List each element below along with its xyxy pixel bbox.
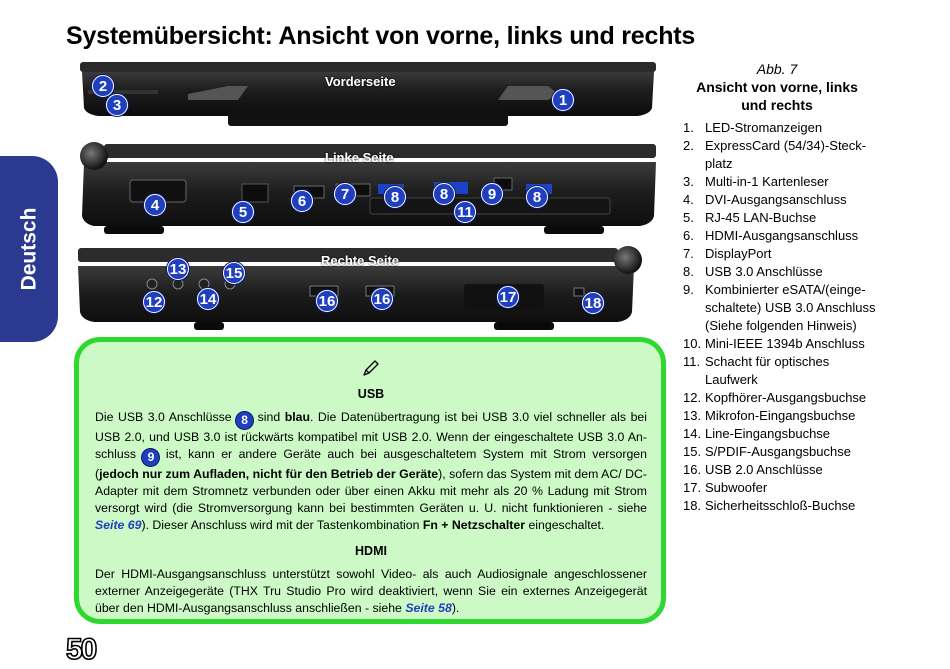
callout-badge: 6 — [291, 190, 313, 212]
figure-number: Abb. 7 — [756, 61, 798, 77]
port-legend-list — [683, 119, 883, 515]
note-box — [74, 337, 666, 624]
callout-badge: 16 — [371, 288, 393, 310]
list-item: 7. DisplayPort — [683, 246, 772, 261]
callout-badge: 4 — [144, 194, 166, 216]
callout-badge: 8 — [384, 186, 406, 208]
page-number: 50 — [66, 633, 96, 666]
callout-badge: 9 — [481, 183, 503, 205]
page-reference-link[interactable]: Seite 58 — [405, 601, 452, 615]
callout-badge: 3 — [106, 94, 128, 116]
callout-badge: 8 — [236, 412, 253, 429]
callout-badge: 5 — [232, 201, 254, 223]
callout-badge: 7 — [334, 183, 356, 205]
list-item: 6. HDMI-Ausgangsanschluss — [683, 228, 859, 243]
list-item: 2. ExpressCard (54/34)-Steck-platz — [683, 138, 867, 171]
callout-badge: 17 — [497, 286, 519, 308]
pen-icon — [95, 358, 647, 378]
usb-heading: USB — [357, 387, 385, 401]
language-tab[interactable] — [0, 156, 58, 342]
callout-badge: 1 — [552, 89, 574, 111]
callout-badge: 18 — [582, 292, 604, 314]
list-item: 8. USB 3.0 Anschlüsse — [683, 264, 823, 279]
callout-badge: 9 — [142, 449, 159, 466]
list-item: 16. USB 2.0 Anschlüsse — [683, 462, 823, 477]
list-item: 9. Kombinierter eSATA/(einge-schaltete) USB 3.0 Anschluss (Siehe folgenden Hinweis) — [683, 282, 876, 333]
usb-paragraph: Die USB 3.0 Anschlüsse 8 sind blau. Die Datenübertragung ist bei USB 3.0 viel schneller als bei USB 2.0, und USB 3.0 ist rückwärts kompatibel mit USB 2.0. Wenn der eingeschaltete USB 3.0 An-schluss 9 ist, kann er andere Geräte auch bei ausgeschaltetem System mit Strom versorgen (jedoch nur zum Aufladen, nicht für den Betrieb der Geräte), sofern das System mit dem AC/ DC-Adapter mit dem Stromnetz verbunden oder über einen Akku mit mehr als 20 % Ladung mit Strom versorgt wird (die Stromversorgung kann bei bestimmten Geräten u. U. nicht funktionieren - siehe Seite 69). Dieser Anschluss wird mit der Tastenkombination Fn + Netzschalter eingeschaltet. — [95, 410, 647, 532]
list-item: 15. S/PDIF-Ausgangsbuchse — [683, 444, 851, 459]
callout-badge: 16 — [316, 290, 338, 312]
right-view-label: Rechte Seite — [321, 253, 400, 268]
figure-caption-text: Ansicht von vorne, links und rechts — [696, 79, 858, 113]
hdmi-heading: HDMI — [355, 544, 387, 558]
callout-badge: 8 — [526, 186, 548, 208]
list-item: 11. Schacht für optisches Laufwerk — [683, 354, 830, 387]
list-item: 12. Kopfhörer-Ausgangsbuchse — [683, 390, 867, 405]
list-item: 5. RJ-45 LAN-Buchse — [683, 210, 817, 225]
figure-caption — [682, 60, 872, 114]
list-item: 18. Sicherheitsschloß-Buchse — [683, 498, 856, 513]
list-item: 1. LED-Stromanzeigen — [683, 120, 823, 135]
list-item: 17. Subwoofer — [683, 480, 768, 495]
page-title: Systemübersicht: Ansicht von vorne, links und rechts — [66, 22, 696, 50]
callout-badge: 15 — [223, 262, 245, 284]
callout-badge: 2 — [92, 75, 114, 97]
callout-badge: 8 — [433, 183, 455, 205]
page-reference-link[interactable]: Seite 69 — [95, 518, 142, 532]
list-item: 4. DVI-Ausgangsanschluss — [683, 192, 847, 207]
list-item: 10. Mini-IEEE 1394b Anschluss — [683, 336, 865, 351]
list-item: 13. Mikrofon-Eingangsbuchse — [683, 408, 856, 423]
front-view-label: Vorderseite — [325, 74, 396, 89]
callout-badge: 12 — [143, 291, 165, 313]
list-item: 3. Multi-in-1 Kartenleser — [683, 174, 829, 189]
callout-badge: 14 — [197, 288, 219, 310]
hdmi-paragraph: Der HDMI-Ausgangsanschluss unterstützt sowohl Video- als auch Audiosignale angeschlossener externer Anzeigegeräte (THX Tru Studio Pro wird deaktiviert, wenn Sie ein externes Anzeigegerät über den HDMI-Ausgangsanschluss anschließen - siehe Seite 58). — [95, 567, 647, 615]
callout-badge: 11 — [454, 201, 476, 223]
list-item: 14. Line-Eingangsbuchse — [683, 426, 831, 441]
left-view-label: Linke Seite — [325, 150, 394, 165]
callout-badge: 13 — [167, 258, 189, 280]
language-tab-label: Deutsch — [17, 207, 41, 291]
